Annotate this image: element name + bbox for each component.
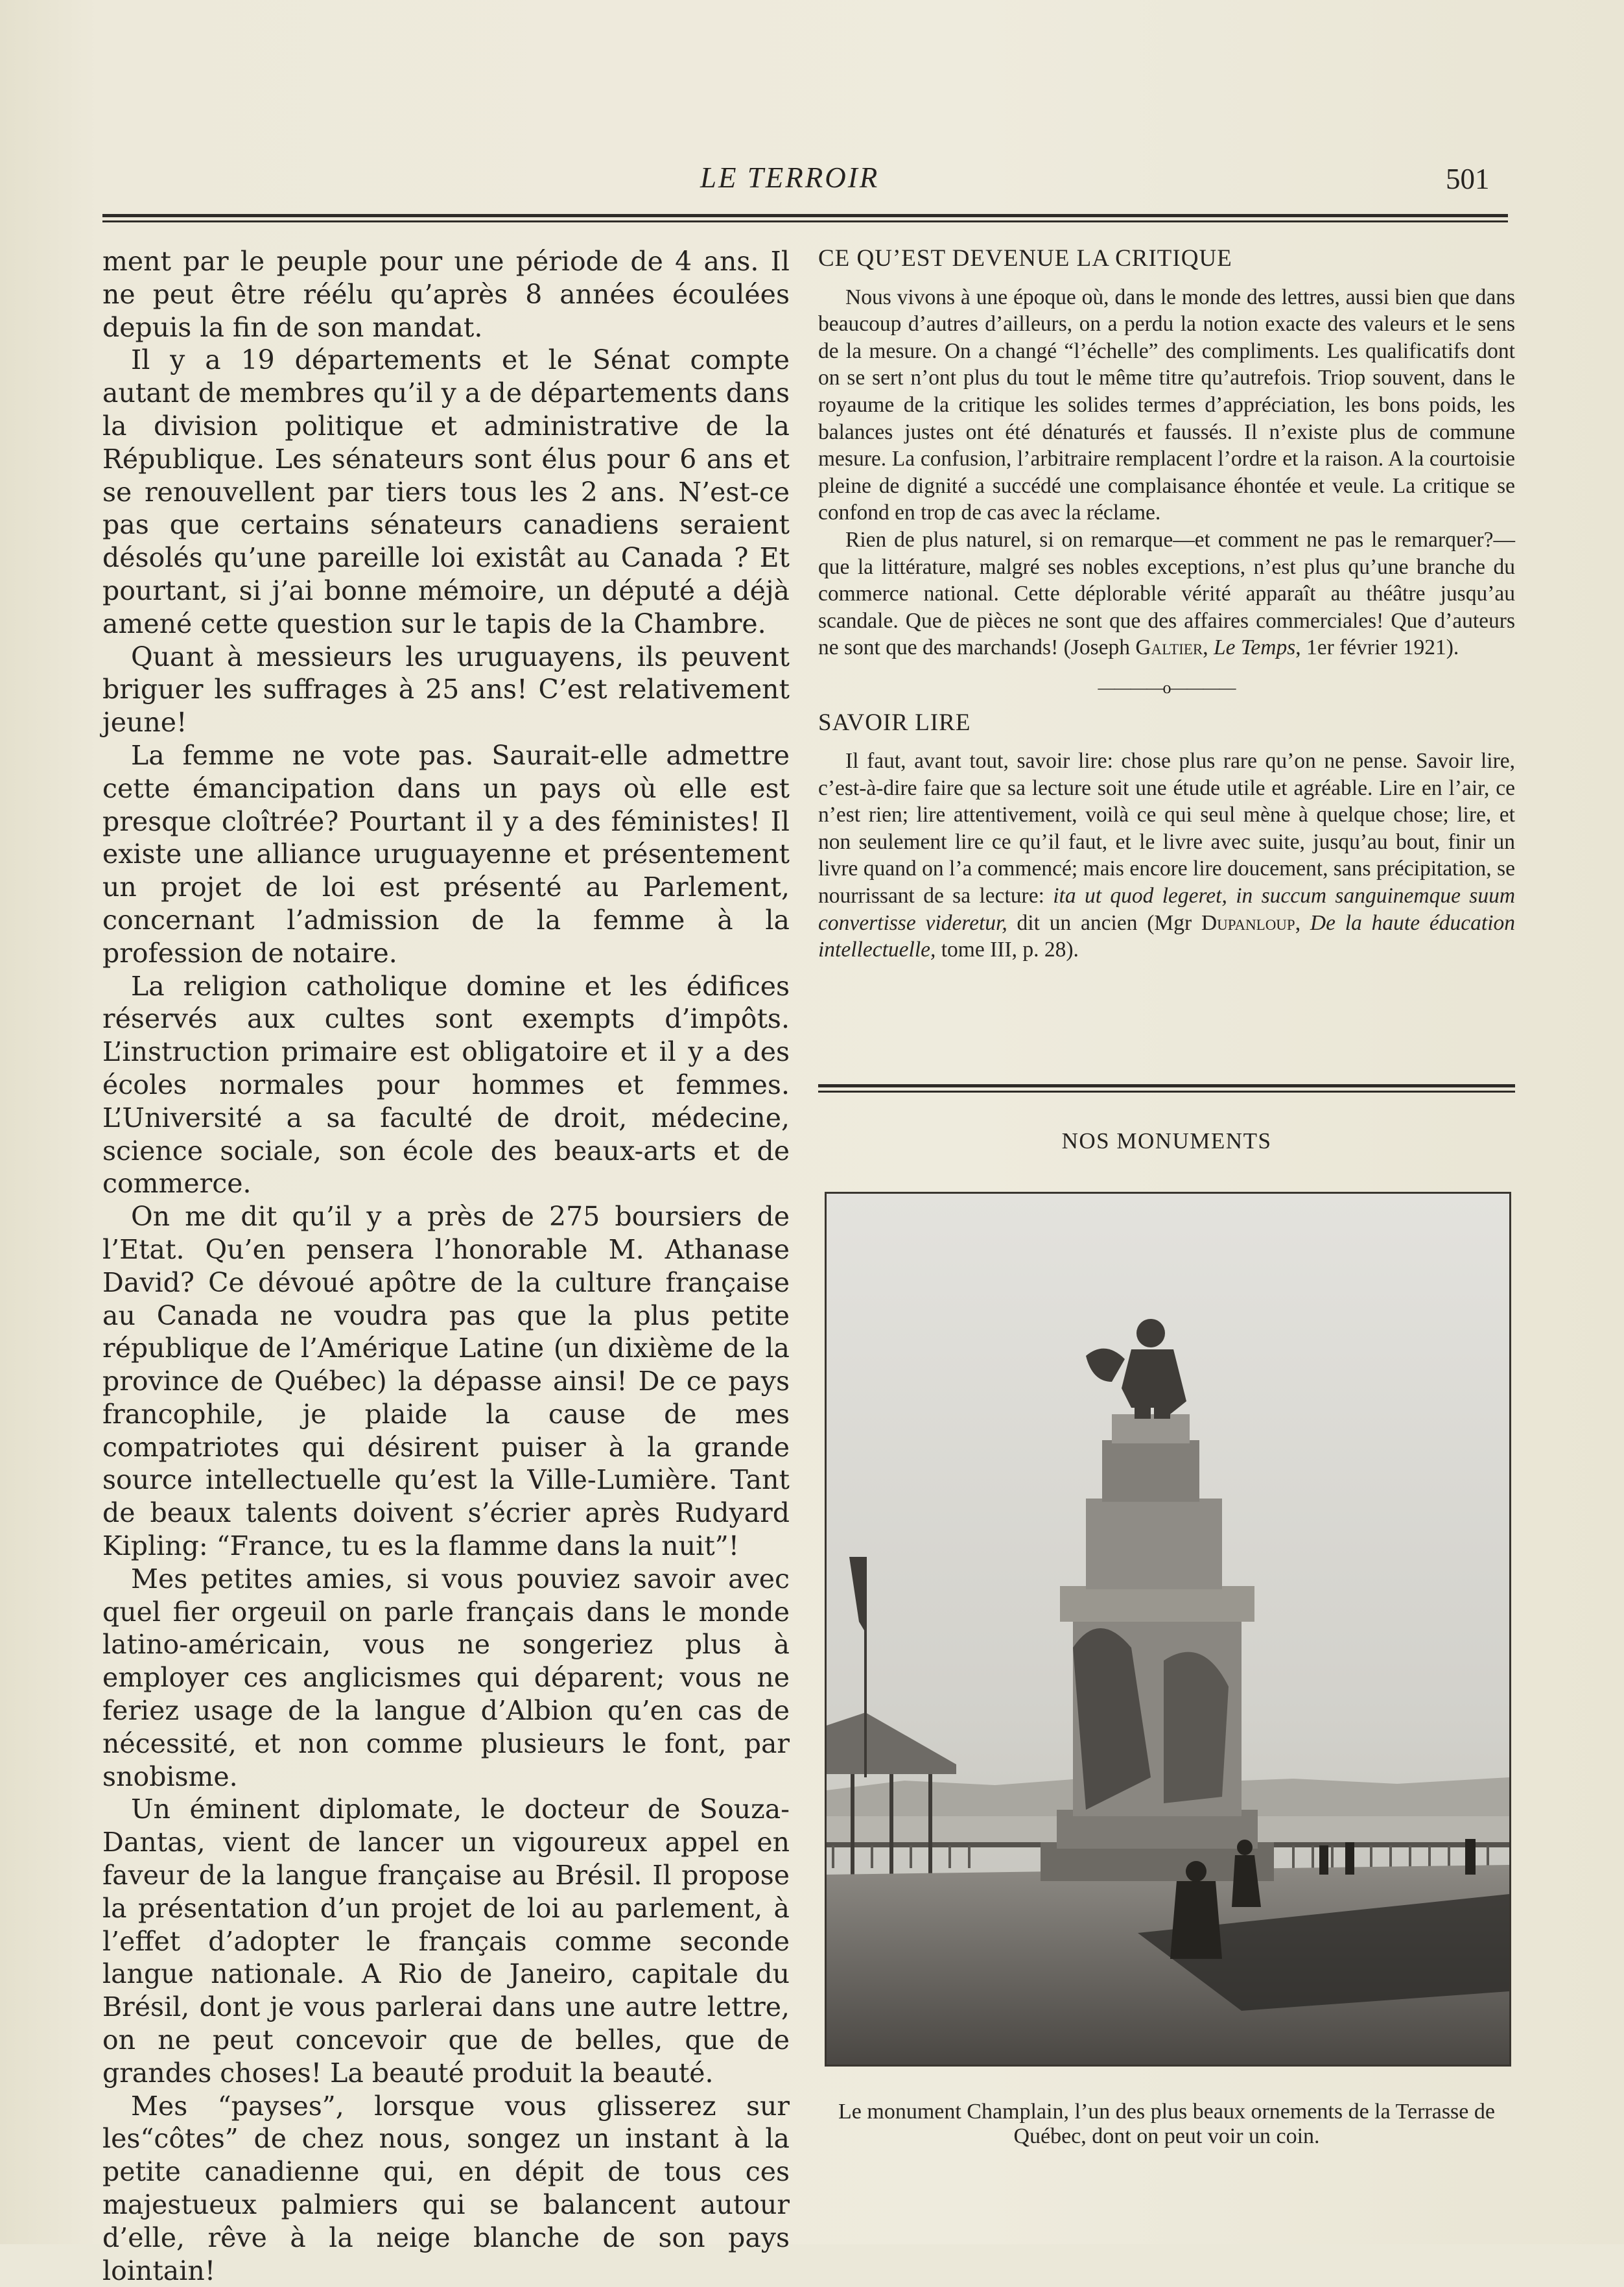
page-number: 501	[1446, 163, 1490, 195]
source-date: , 1er février 1921).	[1295, 635, 1459, 660]
paragraph: Il faut, avant tout, savoir lire: chose plus rare qu’on ne pense. Savoir lire, c’est-à-dire faire que sa lecture soit une étude utile et agréable. Lire en l’air, ce n’est rien; lire attentivement, voilà ce qui seul mène à quelque chose; lire, et non seulement lire ce qu’il faut, et le livre avec suite, jusqu’au bout, finir un livre quand on l’a commencé; mais encore lire doucement, sans précipitation, se nourrissant de sa lecture: ita ut quod legeret, in succum sanguinemque suum convertisse videretur, dit un ancien (Mgr Dupanloup, De la haute éducation intellectuelle, tome III, p. 28).	[818, 749, 1516, 962]
paragraph: La femme ne vote pas. Saurait-elle admettre cette émancipation dans un pays où elle est presque cloîtrée? Pourtant il y a des féministes! Il existe une alliance uruguayenne et présentement un projet de loi est présenté au Parlement, concernant l’admission de la femme à la profession de notaire.	[102, 739, 790, 969]
left-column	[102, 245, 790, 2287]
paragraph: Il y a 19 départements et le Sénat compte autant de membres qu’il y a de départements dans la division politique et administrative de la République. Les sénateurs sont élus pour 6 ans et se renouvellent par tiers tous les 2 ans. N’est-ce pas que certains sénateurs canadiens seraient désolés qu’une pareille loi existât au Canada ? Et pourtant, si j’ai bonne mémoire, un député a déjà amené cette question sur le tapis de la Chambre.	[102, 344, 790, 639]
paragraph-text: Il faut, avant tout, savoir lire: chose plus rare qu’on ne pense. Savoir lire, c’est-à-dire faire que sa lecture soit une étude utile et agréable. Lire en l’air, ce n’est rien; lire attentivement, voilà ce qui seul mène à quelque chose; lire, et non seulement lire ce qu’il faut, et le livre avec suite, jusqu’au bout, finir un livre quand on l’a commencé; mais encore lire doucement, sans précipitation, se nourrissant de sa lecture:	[818, 749, 1515, 908]
source-title: Le Temps	[1213, 635, 1296, 660]
paragraph: La religion catholique domine et les édifices réservés aux cultes sont exempts d’impôts. L’instruction primaire est obligatoire et il y a des écoles normales pour hommes et femmes. L’Université a sa faculté de droit, médecine, science sociale, son école des beaux-arts et de commerce.	[102, 970, 790, 1200]
paragraph: Mes “payses”, lorsque vous glisserez sur les“côtes” de chez nous, songez un instant à la petite canadienne qui, en dépit de tous ces majestueux palmiers qui se balancent autour d’elle, rêve à la neige blanche de son pays lointain!	[102, 2090, 790, 2286]
latin-quote: ita ut quod legeret, in succum sanguinemque suum convertisse videretur,	[818, 884, 1516, 935]
champlain-monument-photo	[825, 1192, 1511, 2067]
section-heading-critique: CE QU’EST DEVENUE LA CRITIQUE	[818, 245, 1232, 272]
paragraph: Quant à messieurs les uruguayens, ils peuvent briguer les suffrages à 25 ans! C’est relativement jeune!	[102, 641, 790, 739]
photo-caption: Le monument Champlain, l’un des plus beaux ornements de la Terrasse de Québec, dont on peut voir un coin.	[838, 2100, 1495, 2148]
journal-title: LE TERROIR	[700, 161, 880, 194]
paragraph-text: dit un ancien (Mgr	[1007, 910, 1201, 935]
section-rule	[818, 1084, 1515, 1093]
author-name: Galtier	[1135, 635, 1203, 660]
section-heading-savoir-lire: SAVOIR LIRE	[818, 709, 971, 736]
paragraph: Mes petites amies, si vous pouviez savoir avec quel fier orgeuil on parle français dans le monde latino-américain, vous ne songeriez plus à employer ces anglicismes qui déparent; vous ne feriez usage de la langue d’Albion qu’en cas de nécessité, et non comme plusieurs le font, par snobisme.	[102, 1563, 790, 1792]
paragraph: Rien de plus naturel, si on remarque—et comment ne pas le remarquer?—que la littérature, malgré ses nobles exceptions, n’est plus qu’une branche du commerce national. Cette déplorable vérité apparaît au théâtre jusqu’au scandale. Que de pièces ne sont que des affaires commerciales! Que d’auteurs ne sont que des marchands! (Joseph Galtier, Le Temps, 1er février 1921).	[818, 527, 1515, 660]
paragraph: On me dit qu’il y a près de 275 boursiers de l’Etat. Qu’en pensera l’honorable M. Athanase David? Ce dévoué apôtre de la culture française au Canada ne voudra pas que la plus petite république de l’Amérique Latine (un dixième de la province de Québec) la dépasse ainsi! De ce pays francophile, je plaide la cause de mes compatriotes qui désirent puiser à la grande source intellectuelle qu’est la Ville-Lumière. Tant de beaux talents doivent s’écrier après Rudyard Kipling: “France, tu es la flamme dans la nuit”!	[102, 1201, 790, 1562]
monuments-heading: NOS MONUMENTS	[1061, 1128, 1272, 1154]
book-title: De la haute éducation intellectuelle,	[818, 910, 1515, 962]
section-separator: ————o————	[1098, 678, 1236, 697]
photo-illustration	[827, 1194, 1509, 2065]
paragraph: Nous vivons à une époque où, dans le monde des lettres, aussi bien que dans beaucoup d’autres d’ailleurs, on a perdu la notion exacte des valeurs et le sens de la mesure. On a changé “l’échelle” des compliments. Les qualificatifs dont on se sert n’ont plus du tout le même titre qu’autrefois. Triop souvent, dans le royaume de la critique les solides termes d’appréciation, les bons poids, les balances justes ont été dénaturés et faussés. Il n’existe plus de commune mesure. La confusion, l’arbitraire remplacent l’ordre et la raison. A la courtoisie pleine de dignité a succédé une complaisance éhontée et veule. La critique se confond en trop de cas avec la réclame.	[818, 285, 1515, 525]
right-column	[818, 245, 1515, 964]
paragraph: ment par le peuple pour une période de 4 ans. Il ne peut être réélu qu’après 8 années écoulées depuis la fin de son mandat.	[102, 246, 790, 343]
header-rule	[102, 214, 1508, 222]
author-name: Dupanloup	[1201, 910, 1295, 935]
paragraph-text: tome III, p. 28).	[936, 938, 1079, 962]
paragraph-text: Rien de plus naturel, si on remarque—et comment ne pas le remarquer?—que la littérature, malgré ses nobles exceptions, n’est plus qu’une branche du commerce national. Cette déplorable vérité apparaît au théâtre jusqu’au scandale. Que de pièces ne sont que des affaires commerciales! Que d’auteurs ne sont que des marchands! (Joseph	[818, 527, 1515, 660]
paragraph: Un éminent diplomate, le docteur de Souza-Dantas, vient de lancer un vigoureux appel en faveur de la langue française au Brésil. Il propose la présentation d’un projet de loi au parlement, à l’effet d’adopter le français comme seconde langue nationale. A Rio de Janeiro, capitale du Brésil, dont je vous parlerai dans une autre lettre, on ne peut concevoir que de belles, que de grandes choses! La beauté produit la beauté.	[102, 1794, 790, 2089]
